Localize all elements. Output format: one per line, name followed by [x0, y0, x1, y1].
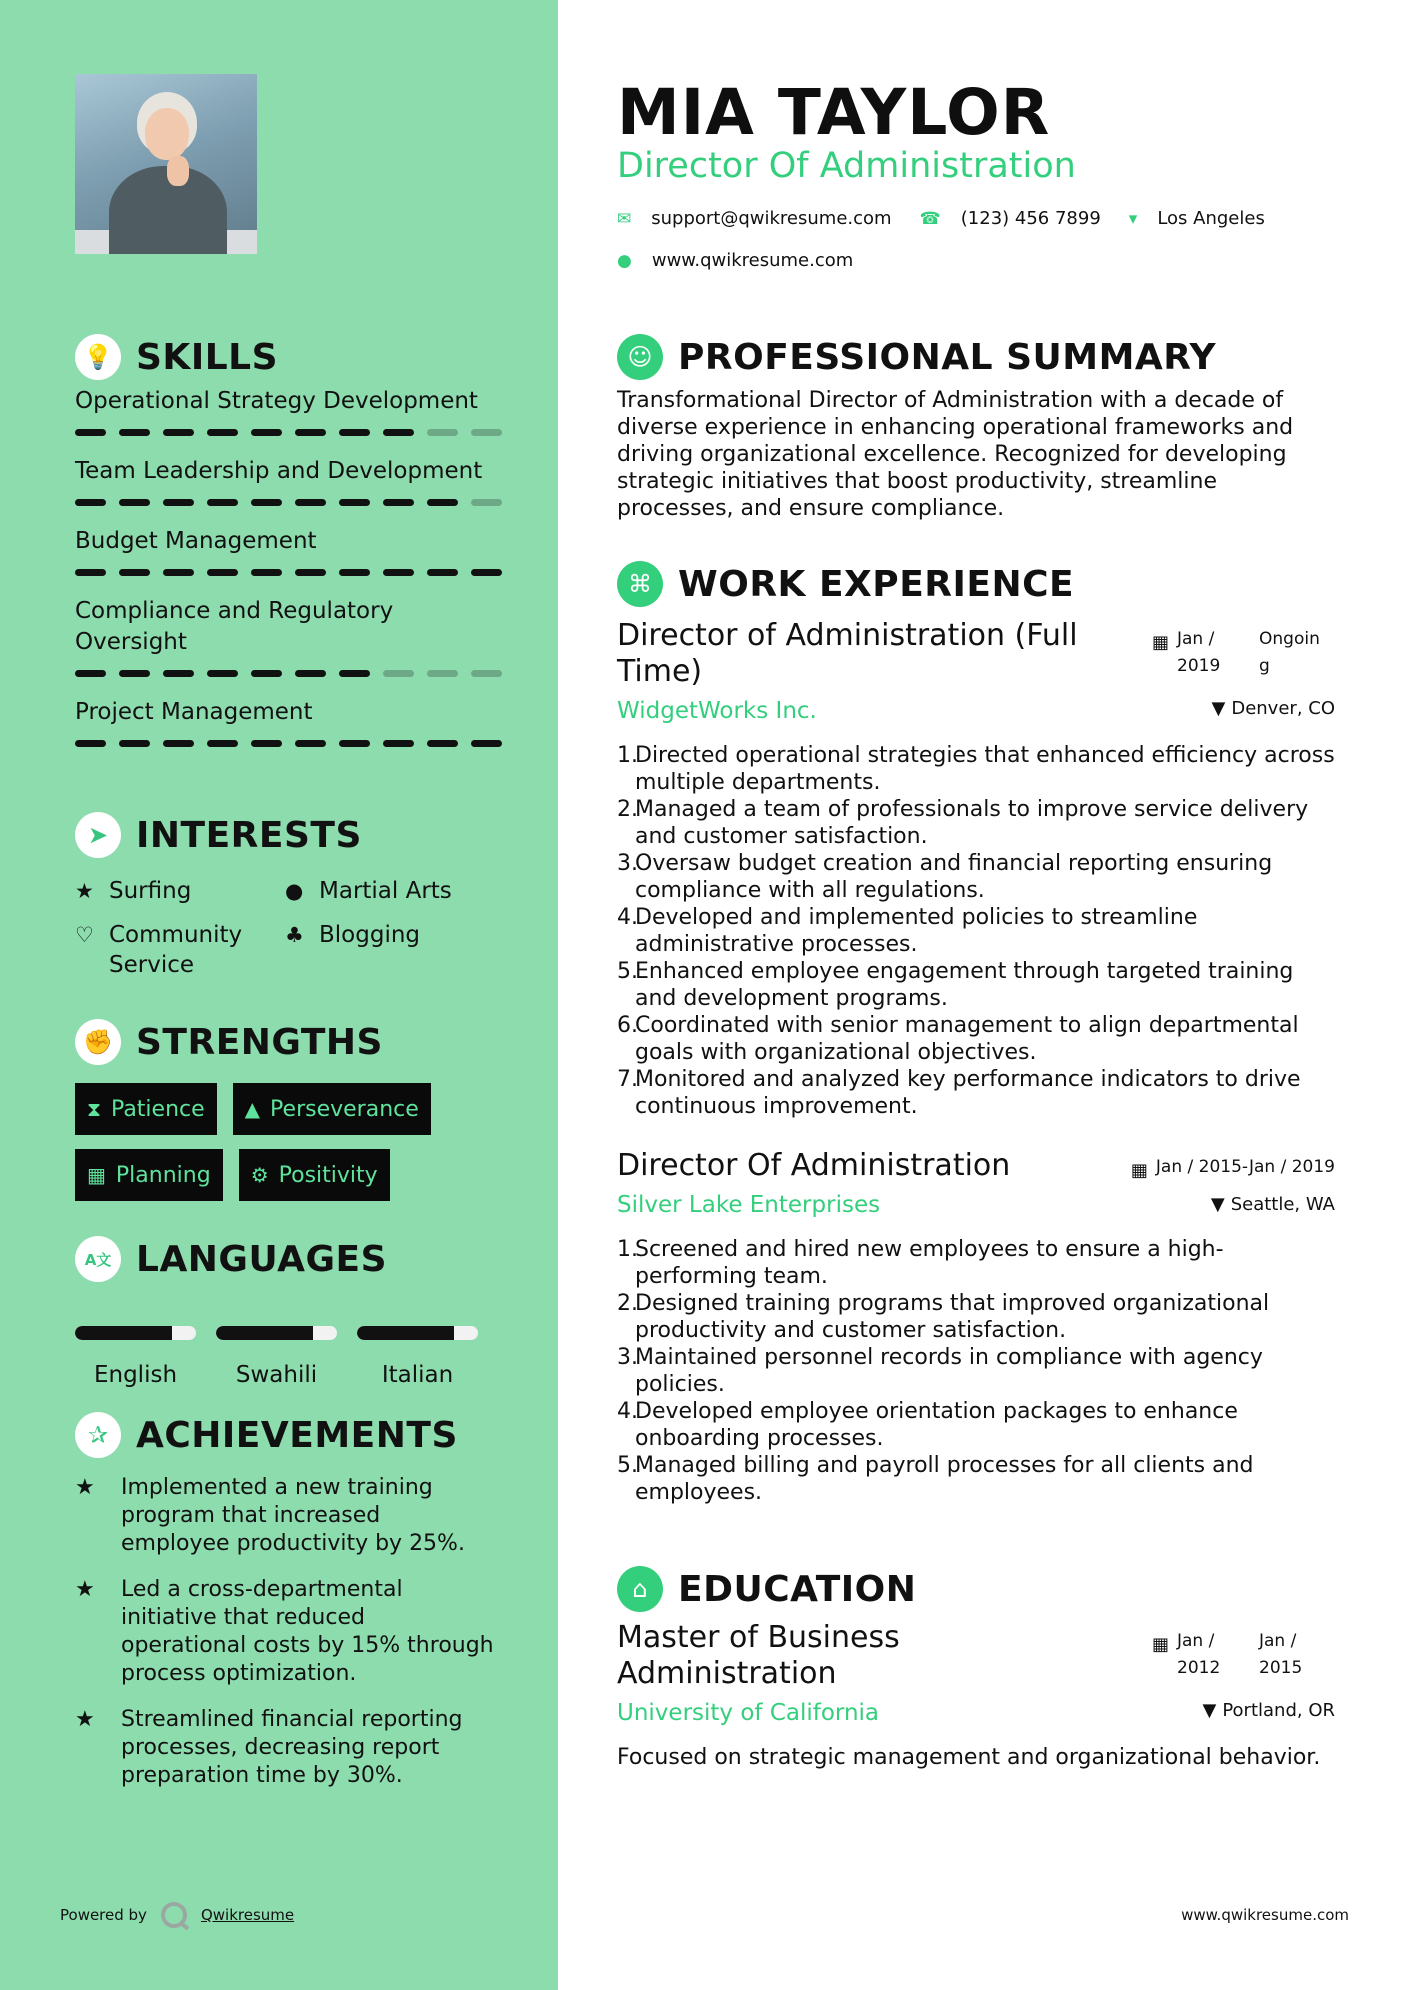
- calendar-icon: ▦: [87, 1163, 106, 1187]
- paper-plane-icon: ➤: [75, 812, 121, 858]
- globe-icon: ●: [285, 879, 304, 903]
- date-range: Jan / 2015-Jan / 2019: [1155, 1157, 1335, 1177]
- language-name: Italian: [381, 1362, 454, 1388]
- duty-number: 4.: [617, 1399, 638, 1424]
- skill-level-segment: [295, 670, 326, 677]
- sun-icon: ⚙: [250, 1163, 269, 1187]
- skill-name: Budget Management: [75, 528, 317, 554]
- language-level-track: [357, 1326, 478, 1340]
- language-name: English: [93, 1362, 178, 1388]
- skill-level-segment: [119, 740, 150, 747]
- experience-header: [617, 561, 1074, 607]
- job-entry: [617, 1148, 1337, 1506]
- interest-item: [75, 876, 285, 906]
- summary-text: Transformational Director of Administration with a decade of diverse experience in enhancing operational frameworks and driving organizational excellence. Recognized for developing strategic initiatives that boost productivity, streamline processes, and ensure compliance.: [617, 388, 1294, 521]
- office-chair-icon: ⌘: [617, 561, 663, 607]
- achievement-item: [75, 1474, 495, 1558]
- skill-level-bar: [75, 569, 505, 576]
- date-end: Ongoin g: [1259, 629, 1320, 676]
- skill-level-segment: [427, 740, 458, 747]
- skill-level-segment: [295, 569, 326, 576]
- languages-title: LANGUAGES: [136, 1238, 388, 1280]
- skill-level-segment: [75, 499, 106, 506]
- handshake-icon: ♡: [75, 923, 94, 947]
- skill-level-segment: [383, 670, 414, 677]
- skill-level-segment: [383, 569, 414, 576]
- duty-text: Developed employee orientation packages to enhance onboarding processes.: [635, 1399, 1238, 1451]
- strength-label: Patience: [111, 1096, 205, 1122]
- language-name: Swahili: [235, 1362, 318, 1388]
- languages-section: [75, 1236, 478, 1388]
- skill-level-segment: [339, 569, 370, 576]
- language-level-fill: [216, 1326, 313, 1340]
- profile-photo: [75, 74, 257, 254]
- duty-number: 3.: [617, 851, 638, 876]
- website-link[interactable]: www.qwikresume.com: [651, 250, 854, 271]
- user-icon: ☺: [617, 334, 663, 380]
- duty-item: [617, 850, 1337, 904]
- skill-level-segment: [251, 569, 282, 576]
- education-header: [617, 1566, 916, 1612]
- duty-number: 5.: [617, 959, 638, 984]
- powered-by: [60, 1902, 294, 1928]
- candidate-role: Director Of Administration: [617, 146, 1076, 186]
- duty-item: [617, 1236, 1337, 1290]
- skill-level-segment: [163, 740, 194, 747]
- duty-text: Managed billing and payroll processes for all clients and employees.: [635, 1453, 1254, 1505]
- date-end: Jan / 2015: [1259, 1631, 1303, 1678]
- duty-list: [617, 742, 1337, 1120]
- interest-item: [75, 920, 285, 980]
- skill-name: Compliance and Regulatory Oversight: [75, 598, 394, 655]
- skill-level-segment: [339, 429, 370, 436]
- languages-list: [75, 1326, 478, 1388]
- language-level-track: [75, 1326, 196, 1340]
- skill-level-segment: [383, 499, 414, 506]
- summary-header: [617, 334, 1216, 380]
- duty-number: 1.: [617, 1237, 638, 1262]
- duty-text: Directed operational strategies that enhanced efficiency across multiple departments.: [635, 743, 1335, 795]
- skill-level-segment: [251, 429, 282, 436]
- skill-level-segment: [471, 670, 502, 677]
- skill-level-segment: [75, 670, 106, 677]
- graduate-icon: ⌂: [617, 1566, 663, 1612]
- calendar-icon: ▦: [1130, 1160, 1148, 1181]
- phone-icon: ☎: [919, 208, 941, 229]
- location-text: Portland, OR: [1222, 1700, 1335, 1721]
- duty-text: Monitored and analyzed key performance indicators to drive continuous improvement.: [635, 1067, 1301, 1119]
- duty-item: [617, 1344, 1337, 1398]
- education-description: Focused on strategic management and organizational behavior.: [617, 1745, 1321, 1770]
- duty-item: [617, 1290, 1337, 1344]
- duty-item: [617, 1398, 1337, 1452]
- skill-level-bar: [75, 499, 505, 506]
- skill-level-segment: [339, 670, 370, 677]
- duty-number: 2.: [617, 797, 638, 822]
- location-text: Seattle, WA: [1230, 1194, 1335, 1215]
- footer-website-link[interactable]: www.qwikresume.com: [1181, 1906, 1349, 1924]
- contact-row: [617, 208, 1293, 229]
- translate-icon: A文: [75, 1236, 121, 1282]
- achievement-text: Streamlined financial reporting processes, decreasing report preparation time by 30%.: [121, 1707, 463, 1788]
- skill-level-segment: [427, 429, 458, 436]
- duty-item: [617, 1012, 1337, 1066]
- skill-name: Project Management: [75, 699, 313, 725]
- skill-level-segment: [119, 569, 150, 576]
- job-title: Director of Administration (Full Time): [617, 618, 1078, 689]
- skill-level-segment: [163, 670, 194, 677]
- skill-level-segment: [119, 499, 150, 506]
- company-name: Silver Lake Enterprises: [617, 1192, 881, 1218]
- star-badge-icon: ✰: [75, 1412, 121, 1458]
- skill-level-segment: [471, 499, 502, 506]
- education-location: [1202, 1700, 1335, 1721]
- duty-item: [617, 742, 1337, 796]
- achievements-list: [75, 1474, 495, 1790]
- job-entry: [617, 618, 1337, 1120]
- pushpin-icon: ▼: [1210, 1194, 1225, 1215]
- map-pin-icon: ▾: [1128, 208, 1138, 229]
- strength-tag: [75, 1149, 223, 1201]
- star-icon: ★: [75, 879, 94, 903]
- job-date: [1152, 626, 1335, 680]
- degree-title: Master of Business Administration: [617, 1620, 900, 1691]
- strength-label: Positivity: [278, 1162, 378, 1188]
- hourglass-icon: ⧗: [87, 1097, 102, 1121]
- envelope-icon: ✉: [617, 208, 632, 229]
- duty-text: Managed a team of professionals to improve service delivery and customer satisfaction.: [635, 797, 1309, 849]
- skill-level-segment: [207, 740, 238, 747]
- language-item: [216, 1326, 337, 1388]
- pushpin-icon: ▼: [1211, 698, 1226, 719]
- interests-list: [75, 876, 495, 980]
- skill-level-segment: [75, 569, 106, 576]
- date-start: Jan / 2019: [1177, 629, 1221, 676]
- duty-number: 3.: [617, 1345, 638, 1370]
- duty-text: Oversaw budget creation and financial reporting ensuring compliance with all regulations.: [635, 851, 1273, 903]
- skill-level-segment: [251, 499, 282, 506]
- education-title: EDUCATION: [678, 1568, 917, 1610]
- skills-list: [75, 386, 505, 747]
- duty-number: 7.: [617, 1067, 638, 1092]
- duty-text: Enhanced employee engagement through targeted training and development programs.: [635, 959, 1294, 1011]
- skill-level-segment: [471, 740, 502, 747]
- job-location: [1211, 1194, 1335, 1215]
- achievements-title: ACHIEVEMENTS: [136, 1414, 458, 1456]
- calendar-icon: ▦: [1151, 1634, 1169, 1655]
- summary-title: PROFESSIONAL SUMMARY: [678, 336, 1217, 378]
- skill-level-segment: [471, 429, 502, 436]
- skill-level-segment: [163, 499, 194, 506]
- duty-number: 6.: [617, 1013, 638, 1038]
- skill-level-segment: [471, 569, 502, 576]
- skill-level-segment: [163, 429, 194, 436]
- date-start: Jan / 2012: [1177, 1631, 1221, 1678]
- skill-name: Operational Strategy Development: [75, 388, 478, 414]
- fist-icon: ✊: [75, 1019, 121, 1065]
- duty-item: [617, 904, 1337, 958]
- language-level-fill: [357, 1326, 454, 1340]
- sidebar: [0, 0, 558, 1990]
- lightbulb-icon: 💡: [75, 334, 121, 380]
- location: Los Angeles: [1157, 208, 1265, 229]
- duty-number: 2.: [617, 1291, 638, 1316]
- skill-level-segment: [251, 740, 282, 747]
- strengths-title: STRENGTHS: [136, 1021, 383, 1063]
- skill-level-segment: [163, 569, 194, 576]
- skill-level-segment: [427, 569, 458, 576]
- skill-level-segment: [207, 569, 238, 576]
- duty-text: Designed training programs that improved organizational productivity and customer satisfaction.: [635, 1291, 1270, 1343]
- interest-item: [285, 920, 495, 980]
- road-icon: ▲: [244, 1097, 261, 1121]
- school-name: University of California: [617, 1700, 880, 1726]
- strength-tag: [233, 1083, 431, 1135]
- skill-level-bar: [75, 740, 505, 747]
- skill-level-segment: [339, 499, 370, 506]
- calendar-icon: ▦: [1151, 632, 1169, 653]
- trophy-star-icon: ★: [75, 1707, 95, 1732]
- language-level-fill: [75, 1326, 172, 1340]
- skill-level-segment: [207, 429, 238, 436]
- email-link[interactable]: support@qwikresume.com: [651, 208, 892, 229]
- skill-level-segment: [427, 499, 458, 506]
- location-text: Denver, CO: [1231, 698, 1335, 719]
- qwikresume-logo-icon: [161, 1902, 187, 1928]
- strengths-section: [75, 1019, 495, 1201]
- skill-level-segment: [427, 670, 458, 677]
- duty-list: [617, 1236, 1337, 1506]
- language-level-track: [216, 1326, 337, 1340]
- job-title: Director Of Administration: [617, 1148, 1011, 1183]
- duty-item: [617, 958, 1337, 1012]
- skill-level-segment: [207, 499, 238, 506]
- pushpin-icon: ▼: [1202, 1700, 1217, 1721]
- strength-tag: [239, 1149, 390, 1201]
- strength-label: Perseverance: [270, 1096, 419, 1122]
- interests-title: INTERESTS: [136, 814, 362, 856]
- education-entry: [617, 1620, 1337, 1771]
- achievement-text: Implemented a new training program that increased employee productivity by 25%.: [121, 1475, 465, 1556]
- duty-item: [617, 1452, 1337, 1506]
- duty-number: 4.: [617, 905, 638, 930]
- duty-text: Developed and implemented policies to streamline administrative processes.: [635, 905, 1198, 957]
- trophy-star-icon: ★: [75, 1475, 95, 1500]
- duty-text: Maintained personnel records in compliance with agency policies.: [635, 1345, 1263, 1397]
- candidate-name: MIA TAYLOR: [617, 76, 1051, 149]
- language-item: [75, 1326, 196, 1388]
- education-date: [1152, 1628, 1335, 1682]
- skill-level-segment: [75, 740, 106, 747]
- skill-level-segment: [383, 429, 414, 436]
- skills-section: [75, 334, 505, 767]
- website-row: [617, 250, 853, 271]
- skill-level-segment: [75, 429, 106, 436]
- strength-label: Planning: [115, 1162, 211, 1188]
- brand-link[interactable]: Qwikresume: [200, 1906, 295, 1924]
- job-date: [1131, 1154, 1335, 1184]
- skill-level-segment: [295, 429, 326, 436]
- skills-title: SKILLS: [136, 336, 279, 378]
- interest-item: [285, 876, 495, 906]
- skill-level-segment: [383, 740, 414, 747]
- strength-tag: [75, 1083, 217, 1135]
- powered-by-label: Powered by: [60, 1906, 147, 1924]
- duty-number: 5.: [617, 1453, 638, 1478]
- skill-level-segment: [119, 670, 150, 677]
- language-item: [357, 1326, 478, 1388]
- skill-level-bar: [75, 429, 505, 436]
- skill-level-segment: [119, 429, 150, 436]
- trophy-star-icon: ★: [75, 1577, 95, 1602]
- job-location: [1212, 698, 1336, 719]
- achievement-item: [75, 1706, 495, 1790]
- globe-icon: ●: [617, 250, 632, 271]
- duty-number: 1.: [617, 743, 638, 768]
- company-name: WidgetWorks Inc.: [617, 698, 817, 724]
- strengths-list: [75, 1083, 495, 1201]
- achievement-item: [75, 1576, 495, 1688]
- interests-section: [75, 812, 495, 980]
- skill-level-segment: [339, 740, 370, 747]
- interest-label: Blogging: [319, 922, 421, 948]
- experience-title: WORK EXPERIENCE: [678, 563, 1075, 605]
- interest-label: Martial Arts: [319, 878, 452, 904]
- skill-level-segment: [295, 499, 326, 506]
- users-icon: ♣: [285, 923, 304, 947]
- skill-level-segment: [207, 670, 238, 677]
- interest-label: Community Service: [109, 922, 243, 978]
- duty-text: Screened and hired new employees to ensure a high-performing team.: [635, 1237, 1224, 1289]
- phone-number: (123) 456 7899: [960, 208, 1101, 229]
- skill-level-segment: [295, 740, 326, 747]
- interest-label: Surfing: [109, 878, 192, 904]
- skill-level-bar: [75, 670, 505, 677]
- skill-name: Team Leadership and Development: [75, 458, 483, 484]
- duty-item: [617, 796, 1337, 850]
- achievement-text: Led a cross-departmental initiative that reduced operational costs by 15% through process optimization.: [121, 1577, 494, 1686]
- duty-item: [617, 1066, 1337, 1120]
- duty-text: Coordinated with senior management to align departmental goals with organizational objectives.: [635, 1013, 1299, 1065]
- skill-level-segment: [251, 670, 282, 677]
- achievements-section: [75, 1412, 495, 1808]
